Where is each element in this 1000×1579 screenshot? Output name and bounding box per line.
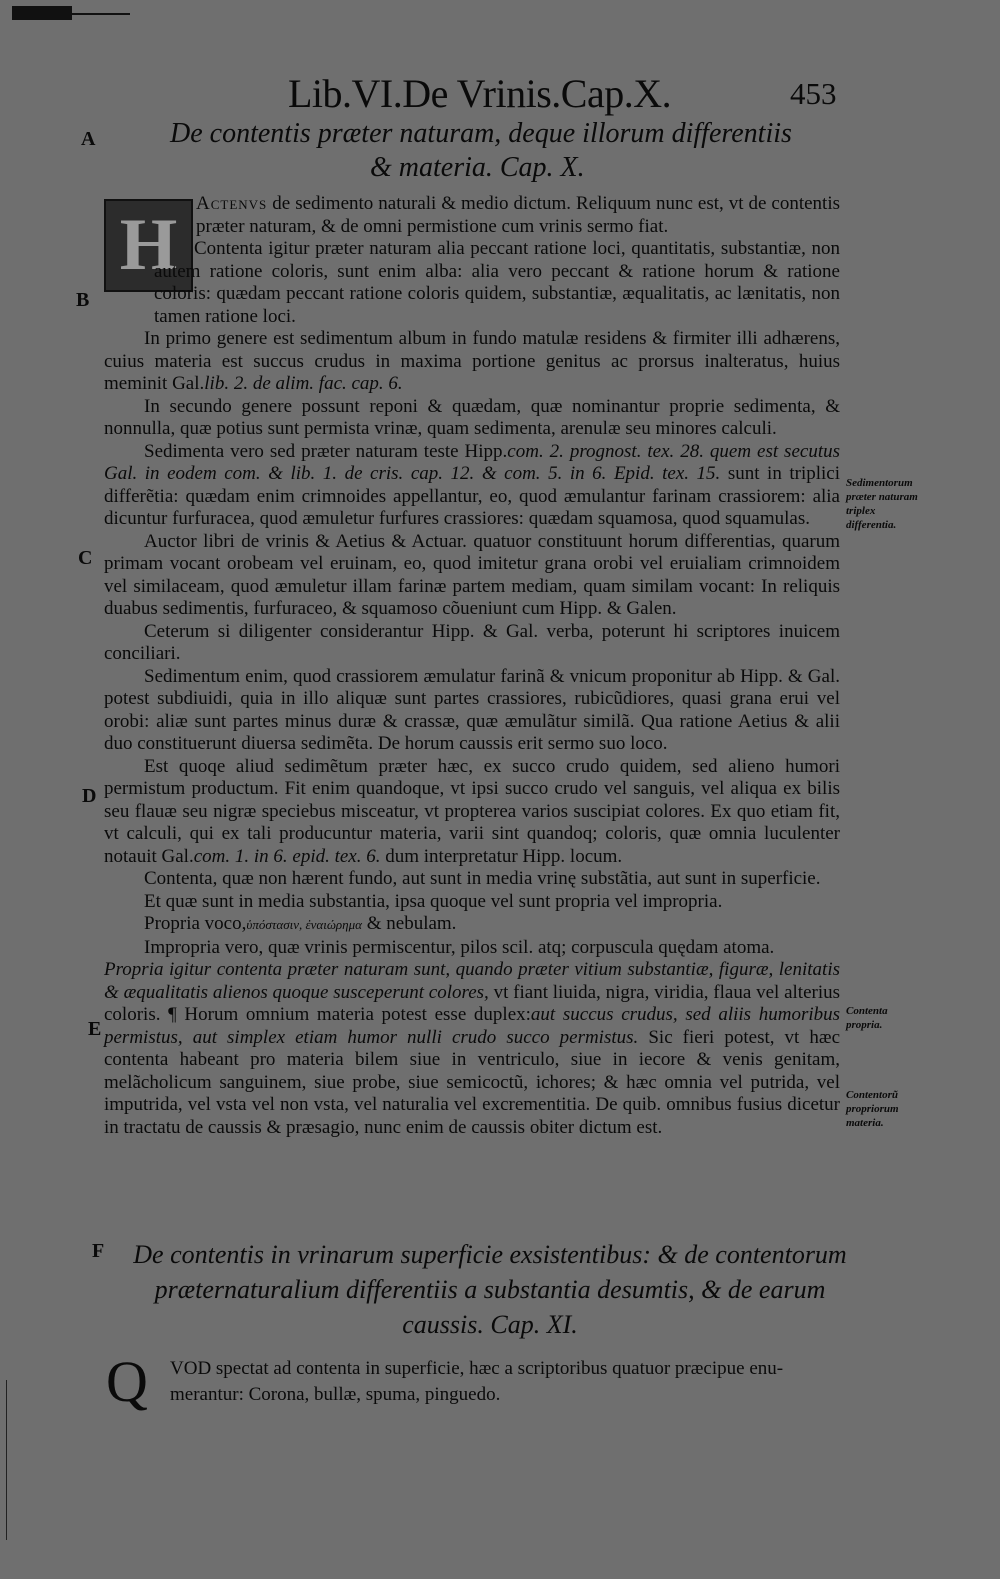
margin-letter-f: F xyxy=(92,1240,105,1262)
margin-note-contenta-propria: Contenta propria. xyxy=(846,1005,888,1031)
paragraph-12: Propria voco,ὑπόστασιν, ἐναιώρημα & nebulam. xyxy=(144,913,457,934)
paragraph-8: Sedimentum enim, quod crassiorem æmulatur farinã & vnicum proponitur ab Hipp. & Gal. potest subdiuidi, quia in illo aliquæ sunt partes crassiores, rubicũdiores, quasi grana erui vel orobi: aliæ sunt partes minus duræ & crassæ, quæ æmulãtur similã. Qua ratione Aetius & alii duo constituerunt diuersa sedimẽta. De horum caussis erit sermo suo loco. xyxy=(104,665,840,754)
scan-corner-line xyxy=(72,13,130,15)
paragraph-4: In secundo genere possunt reponi & quædam, quæ nominantur proprie sedimenta, & nonnulla, quæ potius sunt permista vrinæ, quam sedimenta, arenulæ seu minores calculi. xyxy=(104,395,840,439)
paragraph-11: Et quæ sunt in media substantia, ipsa quoque vel sunt propria vel impropria. xyxy=(144,890,723,912)
chapter-title-line-2: & materia. Cap. X. xyxy=(370,152,585,183)
scan-corner-mark xyxy=(12,6,72,20)
paragraph-2: Contenta igitur præter naturam alia peccant ratione loci, quantitatis, substantiæ, non autem ratione coloris, sunt enim alba: alia vero peccant & ratione horum & ratione coloris: quædam peccant ratione coloris quidem, substantiæ, æqualitatis, ac lænitatis, non tamen ratione loci. xyxy=(154,238,840,327)
scan-edge-line xyxy=(6,1380,7,1540)
margin-letter-b: B xyxy=(76,289,90,311)
running-head: Lib.VI.De Vrinis.Cap.X. xyxy=(288,71,672,116)
paragraph-7: Ceterum si diligenter considerantur Hipp. & Gal. verba, poterunt hi scriptores inuicem conciliari. xyxy=(104,620,840,664)
paragraph-13: Impropria vero, quæ vrinis permiscentur, pilos scil. atq; corpuscula quędam atoma. xyxy=(144,936,775,958)
margin-letter-c: C xyxy=(78,547,93,569)
chapter-body xyxy=(104,193,840,1139)
chapter-11-initial: Q xyxy=(106,1349,148,1414)
chapter-title-line-1: De contentis præter naturam, deque illorum differentiis xyxy=(170,118,792,149)
paragraph-6: Auctor libri de vrinis & Aetius & Actuar. quatuor constituunt horum differentias, quarum primam vocant orobeam vel eruinam, eo, quod imitetur grana orobi vel eruialiam crimnoidem vel similaceam, quod æmuletur illam farinæ partem mediam, quam similam vocant: In reliquis duabus sedimentis, furfuraceo, & squamoso cõueniunt cum Hipp. & Galen. xyxy=(104,530,840,619)
paragraph-3: In primo genere est sedimentum album in fundo matulæ residens & firmiter illi adhærens, cuius materia est succus crudus in maxima portione genitus ac prorsus inalteratus, huius meminit Gal.lib. 2. de alim. fac. cap. 6. xyxy=(104,328,840,394)
chapter-11-line-2: merantur: Corona, bullæ, spuma, pinguedo. xyxy=(170,1384,501,1405)
chapter-11-title: De contentis in vrinarum superficie exsistentibus: & de contentorum præternaturalium differentiis a substantia desumtis, & de earum caussis. Cap. XI. xyxy=(133,1240,847,1339)
paragraph-9: Est quoqe aliud sedimẽtum præter hæc, ex succo crudo quidem, sed alieno humori permistum productum. Fit enim quandoque, vt ipsi succo crudo vel sanguis, vel aliqua ex bilis seu flauæ seu nigræ speciebus misceatur, vt propterea varios suscipiat colores. Ex quo etiam fit, vt calculi, qui ex tali producuntur materia, varii sint quandoq; coloris, quæ omnia luculenter notauit Gal.com. 1. in 6. epid. tex. 6. dum interpretatur Hipp. locum. xyxy=(104,755,840,867)
paragraph-5: Sedimenta vero sed præter naturam teste Hipp.com. 2. prognost. tex. 28. quem est secutus Gal. in eodem com. & lib. 1. de cris. cap. 12. & com. 5. in 6. Epid. tex. 15. sunt in triplici differẽtia: quædam enim crimnoides appellantur, eo, quod æmulantur farinam crassiorem: alia dicuntur furfuracea, quod æmuletur furfures crassiores: quædam squamosa, quod squamulas. xyxy=(104,440,841,529)
initial-letter: H xyxy=(119,204,178,286)
margin-letter-d: D xyxy=(82,785,97,807)
margin-letter-e: E xyxy=(88,1018,102,1040)
paragraph-14: Propria igitur contenta præter naturam sunt, quando præter vitium substantiæ, figuræ, lenitatis & æqualitatis alienos quoque susceperunt colores, vt fiant liuida, nigra, viridia, flaua vel alterius coloris. ¶ Horum omnium materia potest esse duplex:aut succus crudus, sed aliis humoribus permistus, aut simplex etiam humor nulli crudo succo permistus. Sic fieri potest, vt hæc contenta habeant pro materia bilem siue in ventriculo, siue in iecore & venis genitam, melãcholicum sanguinem, siue probe, siue semicoctũ, ichores; & hæc omnia vel putrida, vel imputrida, vel vsta vel non vsta, vel naturalia vel excrementitia. De quib. omnibus fusius dicetur in tractatu de caussis & præsagio, nunc enim de caussis obiter dictum est. xyxy=(104,959,841,1138)
margin-note-contentorum-materia: Contentorũ propriorum materia. xyxy=(846,1089,899,1129)
margin-letter-a: A xyxy=(81,128,96,150)
paragraph-1: Actenvs de sedimento naturali & medio dictum. Reliquum nunc est, vt de contentis præter naturam, & de omni permistione cum vrinis sermo fiat. xyxy=(196,193,841,237)
page-number: 453 xyxy=(790,76,837,111)
chapter-11-line-1: VOD spectat ad contenta in superficie, hæc a scriptoribus quatuor præcipue enu- xyxy=(170,1358,784,1379)
margin-note-sedimenta: Sedimentorum præter naturam triplex differentia. xyxy=(846,477,918,531)
paragraph-10: Contenta, quæ non hærent fundo, aut sunt in media vrinę substãtia, aut sunt in superficie. xyxy=(144,868,821,889)
chapter-11-opening xyxy=(170,1356,842,1408)
